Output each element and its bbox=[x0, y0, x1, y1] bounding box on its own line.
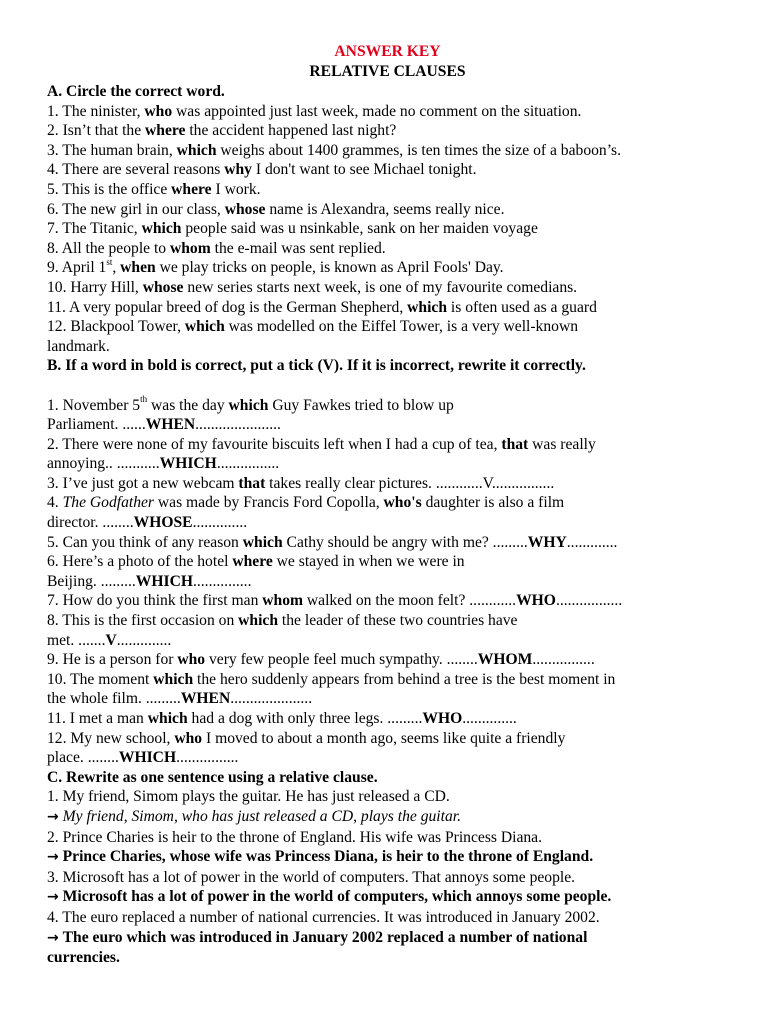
question-text: takes really clear pictures. ............V................ bbox=[265, 474, 555, 492]
question-text: was made by Francis Ford Copolla, bbox=[154, 494, 384, 512]
rewritten-answer: Prince Charies, whose wife was Princess Diana, is heir to the throne of England. bbox=[62, 848, 594, 866]
question-line bbox=[47, 317, 728, 337]
question-text: 10. The moment bbox=[47, 670, 154, 688]
answer-word: whose bbox=[142, 278, 184, 296]
answer-word: which bbox=[407, 298, 448, 316]
question-text: the leader of these two countries have bbox=[278, 612, 518, 630]
correction-answer: WHY bbox=[527, 533, 567, 551]
question-text: I work. bbox=[211, 180, 261, 198]
question-text: was the day bbox=[147, 396, 229, 414]
question-line bbox=[47, 435, 728, 455]
question-text: is often used as a guard bbox=[447, 298, 597, 316]
answer-word: where bbox=[145, 122, 186, 140]
question-line-continued bbox=[47, 337, 728, 357]
answer-word: whom bbox=[170, 239, 211, 257]
question-text: 11. I met a man bbox=[47, 710, 148, 727]
question-line bbox=[47, 258, 728, 278]
correction-answer: WHEN bbox=[145, 416, 196, 434]
question-line bbox=[47, 102, 728, 122]
question-line bbox=[47, 239, 728, 259]
question-text: 3. I’ve just got a new webcam bbox=[47, 474, 239, 492]
question-text: the whole film. ......... bbox=[47, 690, 181, 708]
answer-dots: ............. bbox=[566, 533, 618, 551]
question-line-continued bbox=[47, 454, 728, 474]
question-text: had a dog with only three legs. ......... bbox=[187, 710, 423, 727]
answer-word: which bbox=[176, 141, 217, 159]
section-b-list bbox=[47, 396, 728, 768]
question-line-continued bbox=[47, 572, 728, 592]
section-c-heading: C. Rewrite as one sentence using a relative clause. bbox=[47, 768, 378, 786]
arrow-icon: → bbox=[47, 849, 59, 866]
answer-word: which bbox=[184, 318, 225, 336]
answer-word: whose bbox=[224, 200, 266, 218]
question-line bbox=[47, 141, 728, 161]
correction-answer: WHICH bbox=[135, 572, 193, 590]
question-text: 12. Blackpool Tower, bbox=[47, 318, 185, 336]
question-text: 6. Here’s a photo of the hotel bbox=[47, 553, 233, 571]
arrow-icon: → bbox=[47, 808, 59, 825]
question-text: name is Alexandra, seems really nice. bbox=[265, 200, 505, 218]
question-text: 9. He is a person for bbox=[47, 651, 178, 669]
question-line-continued bbox=[47, 689, 728, 709]
question-line bbox=[47, 180, 728, 200]
answer-dots: ................ bbox=[216, 455, 280, 473]
bold-word: where bbox=[232, 553, 273, 571]
bold-word: which bbox=[228, 396, 269, 414]
correction-answer: WHEN bbox=[180, 690, 231, 708]
question-text: 1. November 5 bbox=[47, 396, 141, 414]
bold-word: that bbox=[501, 435, 529, 453]
film-title: The Godfather bbox=[62, 494, 154, 512]
question-text: , bbox=[112, 259, 121, 277]
answer-dots: .............. bbox=[116, 631, 172, 649]
question-text: was appointed just last week, made no comment on the situation. bbox=[172, 102, 582, 120]
rewritten-answer: currencies. bbox=[47, 949, 120, 967]
question-line bbox=[47, 828, 728, 848]
answer-word: where bbox=[171, 180, 212, 198]
question-text: 8. This is the first occasion on bbox=[47, 612, 239, 630]
rewritten-answer: My friend, Simom, who has just released a CD, plays the guitar. bbox=[62, 807, 461, 825]
question-text: Cathy should be angry with me? ......... bbox=[282, 533, 528, 551]
question-text: 2. There were none of my favourite biscuits left when I had a cup of tea, bbox=[47, 435, 502, 453]
correction-answer: WHOSE bbox=[133, 514, 193, 532]
question-text: was modelled on the Eiffel Tower, is a very well-known bbox=[224, 318, 579, 336]
spacer bbox=[47, 376, 728, 396]
answer-dots: ................ bbox=[532, 651, 595, 669]
question-text: annoying.. ........... bbox=[47, 455, 160, 473]
question-text: walked on the moon felt? ............ bbox=[303, 592, 517, 610]
question-line bbox=[47, 533, 728, 553]
ordinal-suffix: th bbox=[140, 394, 148, 405]
bold-word: which bbox=[238, 612, 279, 630]
answer-word: which bbox=[141, 220, 182, 238]
correction-answer: V bbox=[105, 631, 117, 649]
question-text: 4. There are several reasons bbox=[47, 161, 225, 179]
question-line bbox=[47, 552, 728, 572]
question-text: was really bbox=[528, 435, 596, 453]
bold-word: whom bbox=[262, 592, 303, 610]
question-text: met. ....... bbox=[47, 631, 106, 649]
question-text: 2. Isn’t that the bbox=[47, 122, 146, 140]
question-text: Guy Fawkes tried to blow up bbox=[268, 396, 454, 414]
question-text: Beijing. ......... bbox=[47, 572, 136, 590]
question-text: very few people feel much sympathy. ........ bbox=[205, 651, 478, 669]
question-text: the e-mail was sent replied. bbox=[210, 239, 386, 257]
question-text: 2. Prince Charies is heir to the throne of England. His wife was Princess Diana. bbox=[47, 828, 542, 846]
answer-line bbox=[47, 928, 728, 949]
arrow-icon: → bbox=[47, 889, 59, 906]
answer-line-continued bbox=[47, 948, 728, 968]
section-b-heading: B. If a word in bold is correct, put a tick (V). If it is incorrect, rewrite it correctly. bbox=[47, 357, 586, 375]
question-line bbox=[47, 787, 728, 807]
worksheet-title: RELATIVE CLAUSES bbox=[309, 63, 466, 80]
arrow-icon: → bbox=[47, 929, 59, 946]
question-text: 6. The new girl in our class, bbox=[47, 200, 225, 218]
question-line bbox=[47, 160, 728, 180]
question-line bbox=[47, 396, 728, 416]
ordinal-suffix: st bbox=[106, 257, 113, 268]
question-text: 7. How do you think the first man bbox=[47, 592, 263, 610]
correction-answer: WHO bbox=[516, 592, 556, 610]
question-text: 1. The ninister, bbox=[47, 102, 145, 120]
bold-word: which bbox=[242, 533, 283, 551]
question-line bbox=[47, 868, 728, 888]
question-line bbox=[47, 200, 728, 220]
question-line bbox=[47, 908, 728, 928]
bold-word: which bbox=[147, 710, 188, 727]
question-text: the accident happened last night? bbox=[185, 122, 397, 140]
question-line bbox=[47, 729, 728, 749]
answer-dots: ...................... bbox=[195, 416, 281, 434]
correction-answer: WHICH bbox=[118, 749, 177, 767]
question-line bbox=[47, 121, 728, 141]
question-line bbox=[47, 709, 728, 729]
question-text: the hero suddenly appears from behind a tree is the best moment in bbox=[193, 670, 616, 688]
question-text: we stayed in when we were in bbox=[272, 553, 465, 571]
question-text: 10. Harry Hill, bbox=[47, 278, 143, 296]
question-text: I don't want to see Michael tonight. bbox=[251, 161, 477, 179]
question-text: new series starts next week, is one of my favourite comedians. bbox=[183, 278, 578, 296]
question-line bbox=[47, 493, 728, 513]
correction-answer: WHOM bbox=[477, 651, 533, 669]
question-text: Parliament. ...... bbox=[47, 416, 146, 434]
answer-line bbox=[47, 887, 728, 908]
answer-dots: .............. bbox=[192, 514, 248, 532]
answer-line bbox=[47, 847, 728, 868]
rewritten-answer: Microsoft has a lot of power in the world of computers, which annoys some people. bbox=[62, 888, 612, 906]
question-line-continued bbox=[47, 513, 728, 533]
question-text: I moved to about a month ago, seems like quite a friendly bbox=[202, 729, 566, 747]
question-text: 3. Microsoft has a lot of power in the world of computers. That annoys some people. bbox=[47, 868, 576, 886]
question-text: weighs about 1400 grammes, is ten times the size of a baboon’s. bbox=[216, 141, 622, 159]
answer-dots: ............... bbox=[192, 572, 252, 590]
question-line-continued bbox=[47, 631, 728, 651]
question-text: 5. Can you think of any reason bbox=[47, 533, 243, 551]
question-text: landmark. bbox=[47, 337, 110, 355]
question-text: 9. April 1 bbox=[47, 259, 107, 277]
answer-key-title: ANSWER KEY bbox=[334, 43, 441, 60]
bold-word: who bbox=[177, 651, 206, 669]
answer-dots: .............. bbox=[462, 710, 517, 727]
question-text: we play tricks on people, is known as April Fools' Day. bbox=[155, 259, 504, 277]
bold-word: who bbox=[174, 729, 203, 747]
answer-dots: ..................... bbox=[230, 690, 313, 708]
section-c-list bbox=[47, 787, 728, 967]
question-text: 11. A very popular breed of dog is the German Shepherd, bbox=[47, 298, 408, 316]
rewritten-answer: The euro which was introduced in January 2002 replaced a number of national bbox=[62, 928, 588, 946]
question-line-continued bbox=[47, 415, 728, 435]
answer-line bbox=[47, 807, 728, 828]
answer-dots: ................ bbox=[176, 749, 239, 767]
question-line bbox=[47, 219, 728, 239]
correction-answer: WHO bbox=[422, 710, 463, 727]
question-line bbox=[47, 650, 728, 670]
question-line bbox=[47, 298, 728, 318]
question-line bbox=[47, 591, 728, 611]
question-text: 8. All the people to bbox=[47, 239, 170, 257]
answer-word: why bbox=[224, 161, 252, 179]
answer-dots: ................. bbox=[555, 592, 623, 610]
question-text: 12. My new school, bbox=[47, 729, 175, 747]
bold-word: which bbox=[153, 670, 194, 688]
answer-word: who bbox=[144, 102, 173, 120]
question-line bbox=[47, 278, 728, 298]
question-line-continued bbox=[47, 748, 728, 768]
question-line bbox=[47, 474, 728, 494]
section-a-heading: A. Circle the correct word. bbox=[47, 83, 225, 100]
question-text: 1. My friend, Simom plays the guitar. He has just released a CD. bbox=[47, 788, 450, 806]
question-text: 4. bbox=[47, 494, 63, 512]
bold-word: who's bbox=[383, 494, 422, 512]
question-text: 5. This is the office bbox=[47, 180, 172, 198]
answer-word: when bbox=[120, 259, 156, 277]
question-line bbox=[47, 611, 728, 631]
question-line bbox=[47, 670, 728, 690]
question-text: people said was u nsinkable, sank on her maiden voyage bbox=[181, 220, 538, 238]
question-text: director. ........ bbox=[47, 514, 134, 532]
section-a-list bbox=[47, 102, 728, 357]
question-text: place. ........ bbox=[47, 749, 119, 767]
question-text: daughter is also a film bbox=[421, 494, 565, 512]
bold-word: that bbox=[238, 474, 266, 492]
question-text: 4. The euro replaced a number of national currencies. It was introduced in January 2002. bbox=[47, 908, 600, 926]
question-text: 7. The Titanic, bbox=[47, 220, 142, 238]
correction-answer: WHICH bbox=[159, 455, 217, 473]
question-text: 3. The human brain, bbox=[47, 141, 177, 159]
